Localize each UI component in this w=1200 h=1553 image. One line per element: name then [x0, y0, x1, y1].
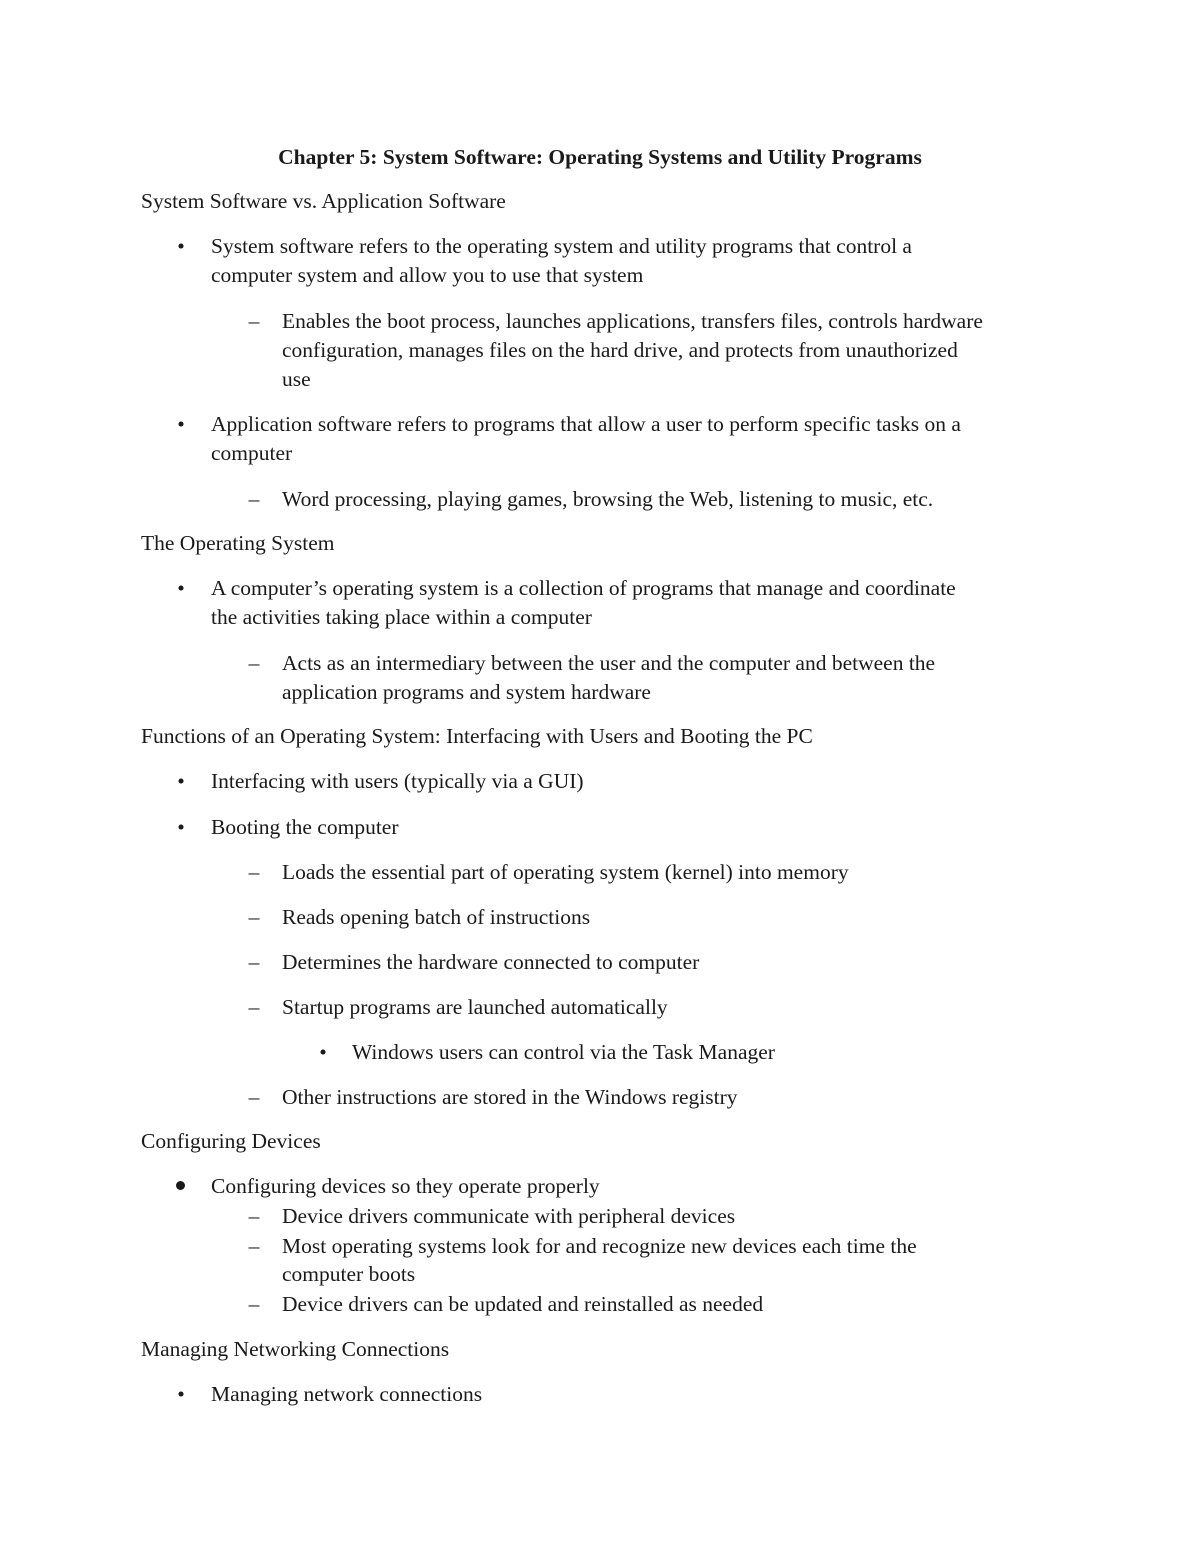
bullet-marker: •	[177, 576, 185, 600]
bullet-marker: •	[177, 769, 185, 793]
list-item-line: computer	[211, 441, 293, 465]
list-item-line: System software refers to the operating system and utility programs that control a	[211, 234, 912, 258]
sub-item-line: Enables the boot process, launches applications, transfers files, controls hardware	[282, 309, 983, 333]
dash-marker: –	[248, 309, 260, 333]
bullet-marker: •	[177, 1382, 185, 1406]
bullet-marker: •	[319, 1040, 327, 1064]
dash-marker: –	[248, 860, 260, 884]
sub-sub-item-line: Windows users can control via the Task Manager	[352, 1040, 775, 1064]
list-item-line: Managing network connections	[211, 1382, 483, 1406]
section-heading: The Operating System	[141, 531, 335, 555]
sub-item-line: application programs and system hardware	[282, 680, 651, 704]
sub-item-line: computer boots	[282, 1262, 416, 1286]
sub-item-line: Reads opening batch of instructions	[282, 905, 591, 929]
list-item-line: Application software refers to programs that allow a user to perform specific tasks on a	[211, 412, 961, 436]
sub-item-line: Acts as an intermediary between the user and the computer and between the	[282, 651, 936, 675]
sub-item-line: Determines the hardware connected to computer	[282, 950, 700, 974]
sub-item-line: Most operating systems look for and recognize new devices each time the	[282, 1234, 917, 1258]
list-item-line: computer system and allow you to use that system	[211, 263, 644, 287]
dash-marker: –	[248, 1234, 260, 1258]
sub-item-line: Word processing, playing games, browsing the Web, listening to music, etc.	[282, 487, 934, 511]
sub-item-line: Other instructions are stored in the Windows registry	[282, 1085, 738, 1109]
list-item-line: Booting the computer	[211, 815, 399, 839]
dash-marker: –	[248, 651, 260, 675]
sub-item-line: use	[282, 367, 311, 391]
sub-item-line: Startup programs are launched automatically	[282, 995, 668, 1019]
dash-marker: –	[248, 1085, 260, 1109]
bullet-marker: •	[177, 412, 185, 436]
dash-marker: –	[248, 487, 260, 511]
dash-marker: –	[248, 995, 260, 1019]
section-heading: Managing Networking Connections	[141, 1337, 450, 1361]
list-item-line: A computer’s operating system is a collection of programs that manage and coordinate	[211, 576, 956, 600]
list-item-line: the activities taking place within a computer	[211, 605, 592, 629]
section-heading: Configuring Devices	[141, 1129, 321, 1153]
section-heading: Functions of an Operating System: Interfacing with Users and Booting the PC	[141, 724, 813, 748]
list-item-line: Interfacing with users (typically via a GUI)	[211, 769, 584, 793]
sub-item-line: configuration, manages files on the hard drive, and protects from unauthorized	[282, 338, 958, 362]
list-item-line: Configuring devices so they operate properly	[211, 1174, 600, 1198]
dash-marker: –	[248, 1292, 260, 1316]
bullet-marker: •	[177, 815, 185, 839]
section-heading: System Software vs. Application Software	[141, 189, 506, 213]
dash-marker: –	[248, 905, 260, 929]
bullet-dot-icon	[176, 1181, 185, 1190]
page-title: Chapter 5: System Software: Operating Systems and Utility Programs	[278, 145, 922, 169]
sub-item-line: Loads the essential part of operating system (kernel) into memory	[282, 860, 849, 884]
dash-marker: –	[248, 950, 260, 974]
sub-item-line: Device drivers can be updated and reinstalled as needed	[282, 1292, 764, 1316]
dash-marker: –	[248, 1204, 260, 1228]
bullet-marker: •	[177, 234, 185, 258]
sub-item-line: Device drivers communicate with peripheral devices	[282, 1204, 736, 1228]
